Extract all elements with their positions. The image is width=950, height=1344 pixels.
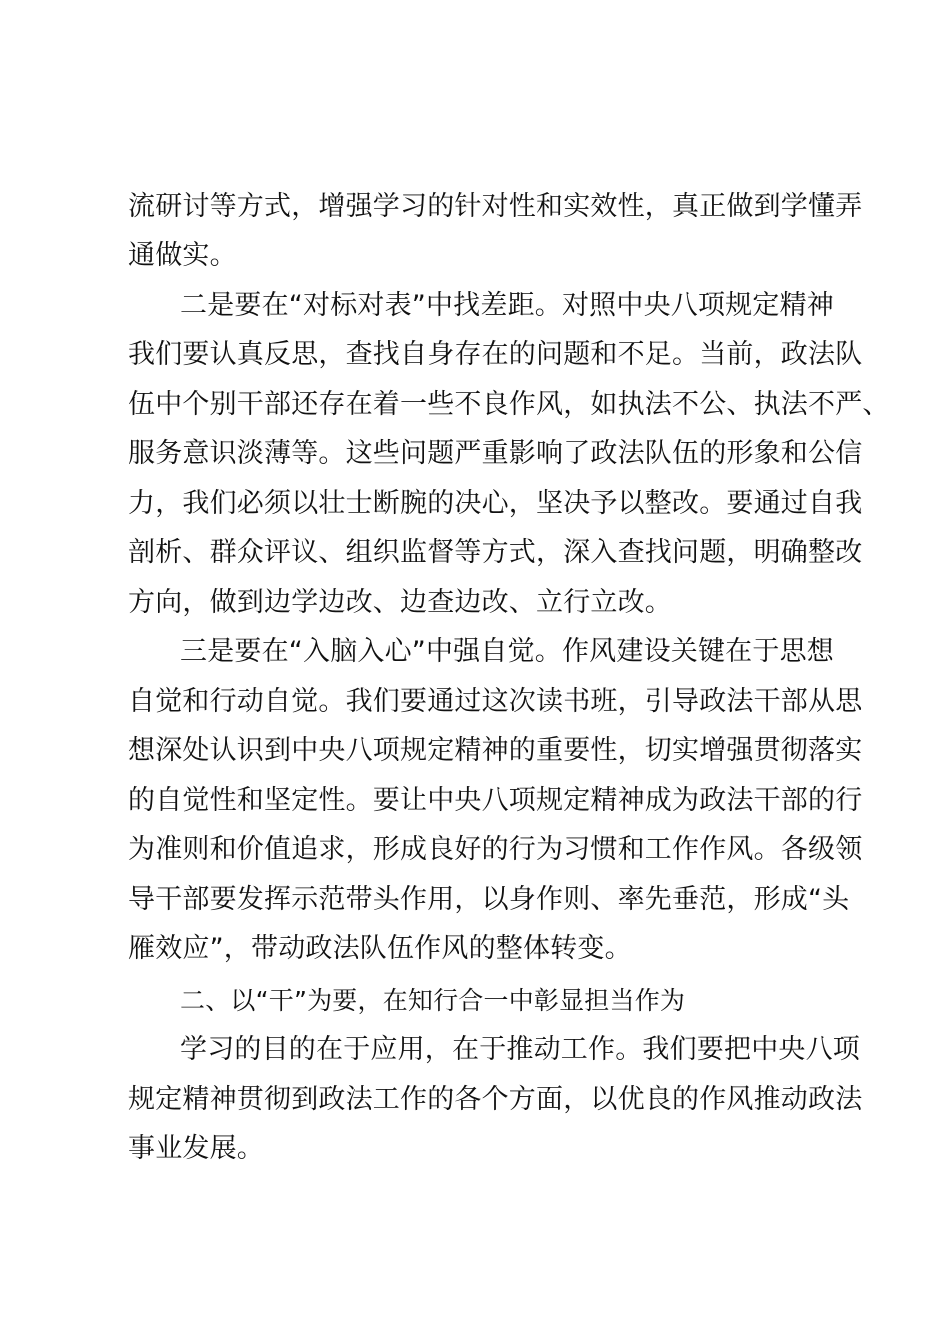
body-text-line: 通做实。 [128, 240, 237, 271]
body-text-line: 为准则和价值追求，形成良好的行为习惯和工作作风。各级领 [128, 834, 863, 865]
body-text-line: 规定精神贯彻到政法工作的各个方面，以优良的作风推动政法 [128, 1084, 863, 1115]
body-text-line: 的自觉性和坚定性。要让中央八项规定精神成为政法干部的行 [128, 785, 863, 816]
paragraph-first-line: 三是要在“入脑入心”中强自觉。作风建设关键在于思想 [180, 636, 834, 667]
body-text-line: 服务意识淡薄等。这些问题严重影响了政法队伍的形象和公信 [128, 438, 863, 469]
body-text-line: 方向，做到边学边改、边查边改、立行立改。 [128, 587, 672, 618]
paragraph-first-line: 二是要在“对标对表”中找差距。对照中央八项规定精神 [180, 290, 834, 321]
body-text-line: 剖析、群众评议、组织监督等方式，深入查找问题，明确整改 [128, 537, 863, 568]
body-text-line: 流研讨等方式，增强学习的针对性和实效性，真正做到学懂弄 [128, 191, 863, 222]
body-text-line: 想深处认识到中央八项规定精神的重要性，切实增强贯彻落实 [128, 735, 863, 766]
body-text-line: 雁效应”，带动政法队伍作风的整体转变。 [128, 933, 632, 964]
body-text-line: 事业发展。 [128, 1133, 264, 1164]
body-text-line: 导干部要发挥示范带头作用，以身作则、率先垂范，形成“头 [128, 884, 850, 915]
body-text-line: 我们要认真反思，查找自身存在的问题和不足。当前，政法队 [128, 339, 863, 370]
body-text-line: 自觉和行动自觉。我们要通过这次读书班，引导政法干部从思 [128, 686, 863, 717]
section-heading: 二、以“干”为要，在知行合一中彰显担当作为 [180, 986, 686, 1015]
body-text-line: 伍中个别干部还存在着一些不良作风，如执法不公、执法不严、 [128, 389, 890, 420]
body-text-line: 力，我们必须以壮士断腕的决心，坚决予以整改。要通过自我 [128, 488, 863, 519]
paragraph-first-line: 学习的目的在于应用，在于推动工作。我们要把中央八项 [180, 1034, 860, 1065]
